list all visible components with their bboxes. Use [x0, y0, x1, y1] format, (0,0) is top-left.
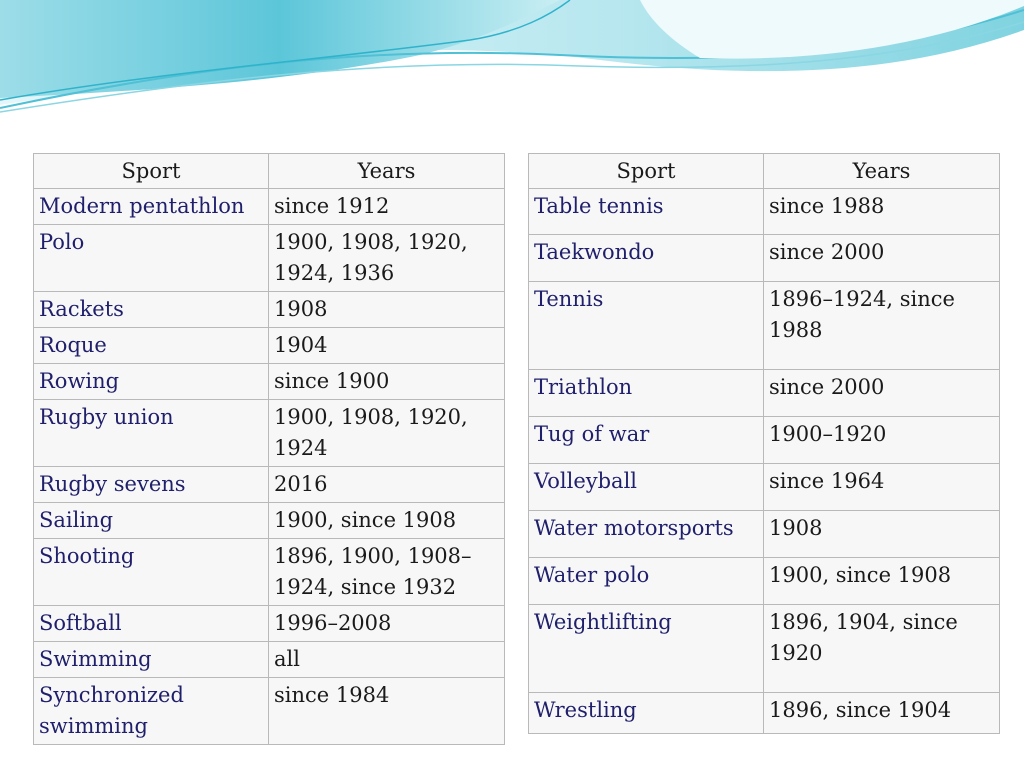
table-row	[34, 328, 505, 364]
table-row	[34, 678, 505, 745]
sports-table-left	[33, 153, 505, 745]
table-row	[34, 606, 505, 642]
years-cell: 2016	[269, 467, 505, 503]
years-cell: all	[269, 642, 505, 678]
table-header-row	[529, 154, 1000, 189]
sport-cell: Tennis	[529, 282, 764, 370]
years-cell: 1896–1924, since 1988	[764, 282, 1000, 370]
sport-cell: Modern pentathlon	[34, 189, 269, 225]
table-row	[529, 235, 1000, 282]
sport-cell: Softball	[34, 606, 269, 642]
sport-cell: Water polo	[529, 558, 764, 605]
sport-cell: Tug of war	[529, 417, 764, 464]
table-row	[529, 558, 1000, 605]
header-years: Years	[764, 154, 1000, 189]
sport-cell: Rowing	[34, 364, 269, 400]
years-cell: since 2000	[764, 235, 1000, 282]
years-cell: 1900–1920	[764, 417, 1000, 464]
years-cell: 1896, 1900, 1908–1924, since 1932	[269, 539, 505, 606]
table-row	[529, 417, 1000, 464]
years-cell: since 1984	[269, 678, 505, 745]
table-header-row	[34, 154, 505, 189]
years-cell: since 1900	[269, 364, 505, 400]
table-row	[34, 292, 505, 328]
years-cell: 1900, since 1908	[269, 503, 505, 539]
sport-cell: Polo	[34, 225, 269, 292]
table-row	[529, 464, 1000, 511]
sport-cell: Triathlon	[529, 370, 764, 417]
table-row	[529, 189, 1000, 235]
table-row	[34, 503, 505, 539]
sport-cell: Weightlifting	[529, 605, 764, 693]
sport-cell: Sailing	[34, 503, 269, 539]
years-cell: 1896, since 1904	[764, 693, 1000, 734]
years-cell: 1908	[764, 511, 1000, 558]
sport-cell: Wrestling	[529, 693, 764, 734]
years-cell: since 1964	[764, 464, 1000, 511]
table-row	[34, 642, 505, 678]
sports-table-right	[528, 153, 1000, 734]
sport-cell: Taekwondo	[529, 235, 764, 282]
sport-cell: Rackets	[34, 292, 269, 328]
sport-cell: Shooting	[34, 539, 269, 606]
sport-cell: Volleyball	[529, 464, 764, 511]
years-cell: 1896, 1904, since 1920	[764, 605, 1000, 693]
table-row	[34, 467, 505, 503]
table-row	[529, 605, 1000, 693]
sport-cell: Synchronized swimming	[34, 678, 269, 745]
sport-cell: Rugby sevens	[34, 467, 269, 503]
years-cell: since 2000	[764, 370, 1000, 417]
sport-cell: Water motorsports	[529, 511, 764, 558]
sport-cell: Roque	[34, 328, 269, 364]
table-row	[34, 364, 505, 400]
years-cell: since 1912	[269, 189, 505, 225]
years-cell: since 1988	[764, 189, 1000, 235]
years-cell: 1900, since 1908	[764, 558, 1000, 605]
table-row	[34, 539, 505, 606]
table-row	[34, 225, 505, 292]
years-cell: 1996–2008	[269, 606, 505, 642]
years-cell: 1900, 1908, 1920, 1924, 1936	[269, 225, 505, 292]
sport-cell: Rugby union	[34, 400, 269, 467]
table-row	[529, 693, 1000, 734]
wave-banner	[0, 0, 1024, 125]
table-row	[34, 189, 505, 225]
header-years: Years	[269, 154, 505, 189]
table-row	[529, 511, 1000, 558]
sport-cell: Swimming	[34, 642, 269, 678]
sport-cell: Table tennis	[529, 189, 764, 235]
table-row	[529, 370, 1000, 417]
header-sport: Sport	[529, 154, 764, 189]
table-row	[34, 400, 505, 467]
table-row	[529, 282, 1000, 370]
years-cell: 1900, 1908, 1920, 1924	[269, 400, 505, 467]
header-sport: Sport	[34, 154, 269, 189]
years-cell: 1904	[269, 328, 505, 364]
years-cell: 1908	[269, 292, 505, 328]
